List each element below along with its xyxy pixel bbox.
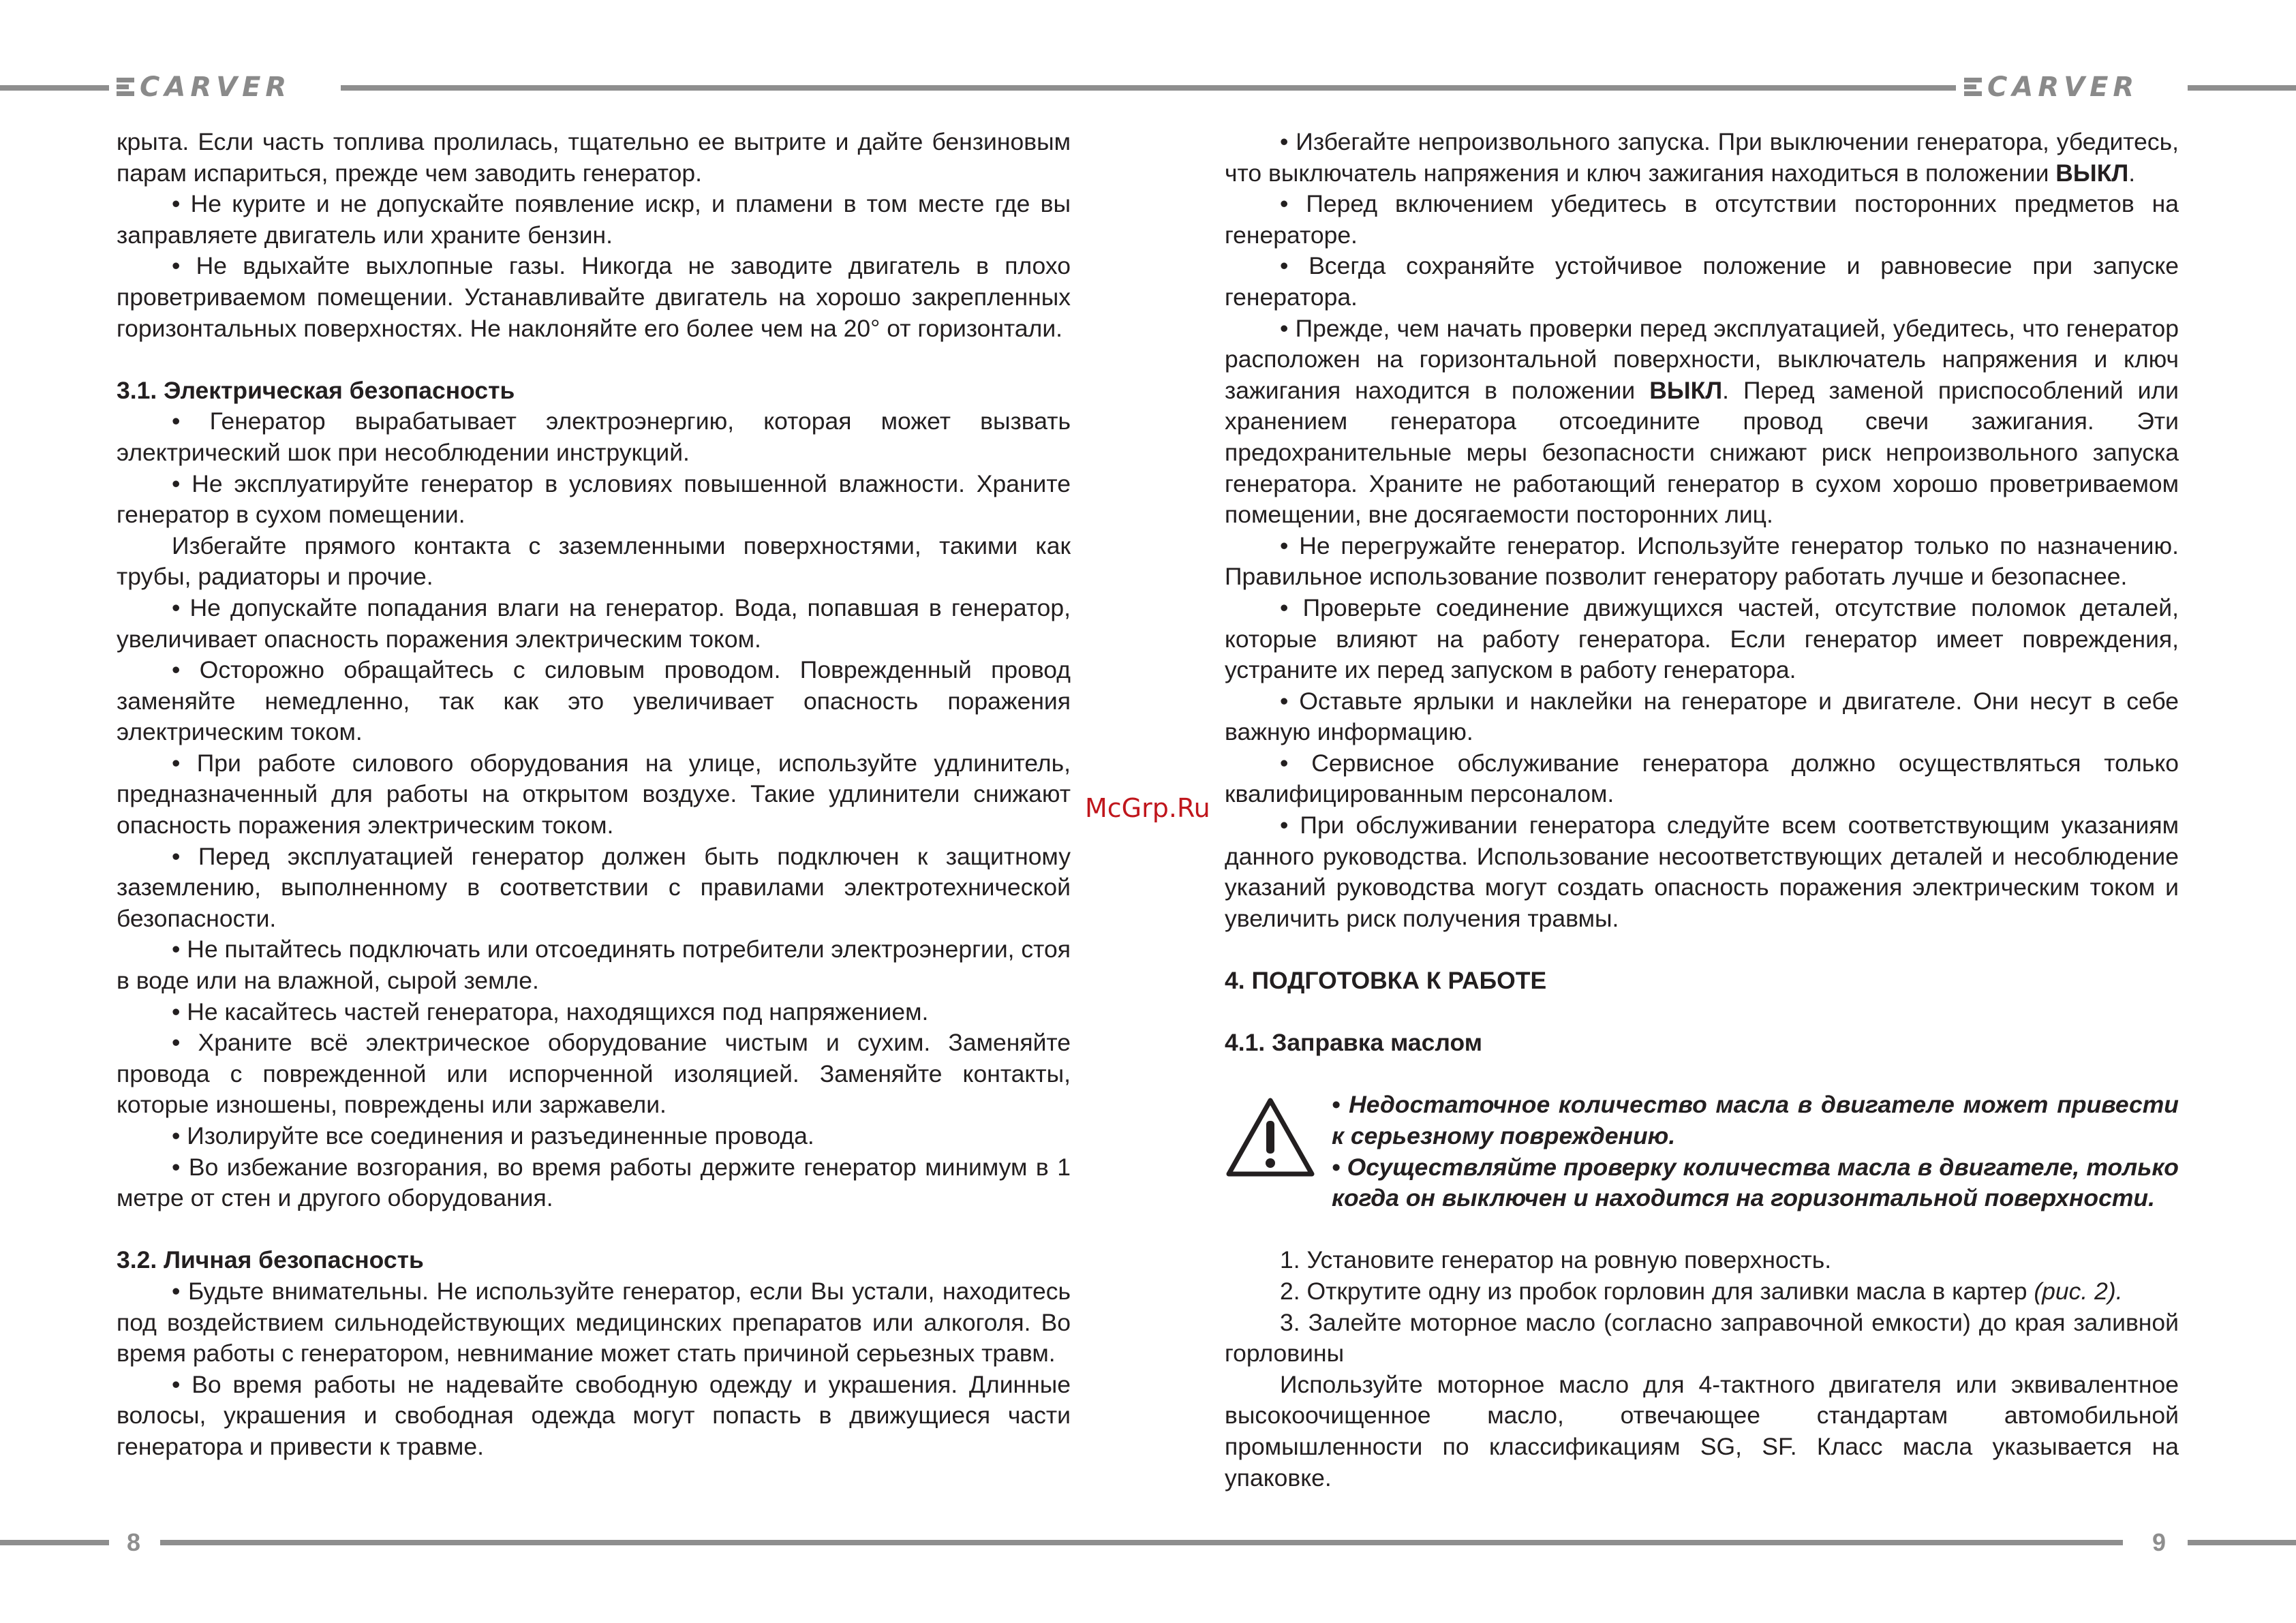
list-item: Избегайте прямого контакта с заземленными поверхностями, такими как трубы, радиаторы и прочие. (117, 531, 1071, 591)
list-item: • При обслуживании генератора следуйте всем соответствующим указаниям данного руководства. Использование несоответствующих деталей и несоблюдение указаний руководства могут создать опасность поражения электрическим током и увеличить риск получения травмы. (1225, 812, 2179, 932)
paragraph: • Не вдыхайте выхлопные газы. Никогда не заводите двигатель в плохо проветриваемом помещении. Устанавливайте двигатель на хорошо закрепленных горизонтальных поверхностях. Не наклоняйте его более чем на 20° от горизонтали. (117, 252, 1071, 342)
list-item: • Изолируйте все соединения и разъединенные провода. (172, 1122, 814, 1149)
footer-rule-left (0, 1540, 109, 1545)
section-heading-3-1: 3.1. Электрическая безопасность (117, 376, 515, 404)
paragraph: крыта. Если часть топлива пролилась, тщательно ее вытрите и дайте бензиновым парам испариться, прежде чем заводить генератор. (117, 128, 1071, 187)
brand-logo-left (117, 71, 336, 104)
step-item: 2. Открутите одну из пробок горловин для заливки масла в картер (рис. 2). (1280, 1277, 2123, 1305)
list-item: • Не перегружайте генератор. Используйте генератор только по назначению. Правильное использование позволит генератору работать лучше и безопаснее. (1225, 531, 2179, 591)
brand-name: CARVER (140, 72, 292, 103)
warning-text: • Осуществляйте проверку количества масла в двигателе, только когда он выключен и находится на горизонтальной поверхности. (1332, 1153, 2179, 1212)
list-item: • Во время работы не надевайте свободную одежду и украшения. Длинные волосы, украшения и свободная одежда могут попасть в движущиеся части генератора и привести к травме. (117, 1370, 1071, 1460)
paragraph: Используйте моторное масло для 4-тактного двигателя или эквивалентное высокоочищенное масло, отвечающее стандартам автомобильной промышленности по классификациям SG, SF. Класс масла указывается на упаковке. (1225, 1370, 2179, 1491)
header-rule-right (2188, 85, 2296, 91)
list-item: • Избегайте непроизвольного запуска. При выключении генератора, убедитесь, что выключатель напряжения и ключ зажигания находиться в положении ВЫКЛ. (1225, 128, 2179, 187)
warning-triangle-icon (1225, 1096, 1316, 1178)
list-item: • Оставьте ярлыки и наклейки на генераторе и двигателе. Они несут в себе важную информацию. (1225, 687, 2179, 746)
list-item: • Прежде, чем начать проверки перед эксплуатацией, убедитесь, что генератор расположен на горизонтальной поверхности, выключатель напряжения и ключ зажигания находится в положении ВЫКЛ. Перед заменой приспособлений или хранением генератора отсоедините провод свечи зажигания. Эти предохранительные меры безопасности снижают риск непроизвольного запуска генератора. Храните не работающий генератор в сухом хорошо проветриваемом помещении, вне досягаемости посторонних лиц. (1225, 314, 2179, 529)
watermark: McGrp.Ru (1085, 793, 1210, 823)
list-item: • Перед эксплуатацией генератор должен быть подключен к защитному заземлению, выполненному в соответствии с правилами электротехнической безопасности. (117, 842, 1071, 932)
warning-block (1225, 1089, 2179, 1214)
list-item: • Будьте внимательны. Не используйте генератор, если Вы устали, находитесь под воздействием сильнодействующих медицинских препаратов или алкоголя. Во время работы с генератором, невнимание может стать причиной серьезных травм. (117, 1277, 1071, 1367)
footer-rule-right (2188, 1540, 2296, 1545)
list-item: • При работе силового оборудования на улице, используйте удлинитель, предназначенный для работы на открытом воздухе. Такие удлинители снижают опасность поражения электрическим током. (117, 749, 1071, 839)
list-item: • Сервисное обслуживание генератора должно осуществляться только квалифицированным персоналом. (1225, 749, 2179, 808)
section-heading-3-2: 3.2. Личная безопасность (117, 1246, 424, 1274)
paragraph: • Не курите и не допускайте появление искр, и пламени в том месте где вы заправляете двигатель или храните бензин. (117, 190, 1071, 249)
brand-logo-right (1964, 71, 2184, 104)
left-column (117, 127, 1071, 1463)
footer-rule-middle (160, 1540, 2123, 1545)
list-item: • Перед включением убедитесь в отсутствии посторонних предметов на генераторе. (1225, 190, 2179, 249)
list-item: • Не касайтесь частей генератора, находящихся под напряжением. (172, 998, 929, 1025)
section-heading-4-1: 4.1. Заправка маслом (1225, 1029, 1482, 1057)
warning-text: • Недостаточное количество масла в двигателе может привести к серьезному повреждению. (1332, 1091, 2179, 1149)
brand-mark-icon (117, 78, 134, 97)
header-rule-left (0, 85, 109, 91)
list-item: • Осторожно обращайтесь с силовым проводом. Поврежденный провод заменяйте немедленно, так как это увеличивает опасность поражения электрическим током. (117, 656, 1071, 746)
list-item: • Не допускайте попадания влаги на генератор. Вода, попавшая в генератор, увеличивает опасность поражения электрическим током. (117, 593, 1071, 653)
step-item: 1. Установите генератор на ровную поверхность. (1280, 1246, 1832, 1274)
list-item: • Всегда сохраняйте устойчивое положение и равновесие при запуске генератора. (1225, 252, 2179, 311)
list-item: • Не эксплуатируйте генератор в условиях повышенной влажности. Храните генератор в сухом помещении. (117, 469, 1071, 529)
step-item: 3. Залейте моторное масло (согласно заправочной емкости) до края заливной горловины (1225, 1308, 2179, 1367)
page-number-right: 9 (2152, 1528, 2167, 1556)
list-item: • Генератор вырабатывает электроэнергию, которая может вызвать электрический шок при несоблюдении инструкций. (117, 407, 1071, 466)
right-column (1225, 127, 2179, 1494)
brand-name: CARVER (1987, 72, 2139, 103)
list-item: • Не пытайтесь подключать или отсоединять потребители электроэнергии, стоя в воде или на влажной, сырой земле. (117, 936, 1071, 995)
header-rule-middle (341, 85, 1956, 91)
list-item: • Во избежание возгорания, во время работы держите генератор минимум в 1 метре от стен и другого оборудования. (117, 1153, 1071, 1212)
brand-mark-icon (1964, 78, 1982, 97)
section-heading-4: 4. ПОДГОТОВКА К РАБОТЕ (1225, 967, 1547, 995)
list-item: • Храните всё электрическое оборудование чистым и сухим. Заменяйте провода с поврежденной или испорченной изоляцией. Заменяйте контакты, которые изношены, повреждены или заржавели. (117, 1029, 1071, 1119)
list-item: • Проверьте соединение движущихся частей, отсутствие поломок деталей, которые влияют на работу генератора. Если генератор имеет повреждения, устраните их перед запуском в работу генератора. (1225, 593, 2179, 684)
page-number-left: 8 (126, 1528, 141, 1556)
